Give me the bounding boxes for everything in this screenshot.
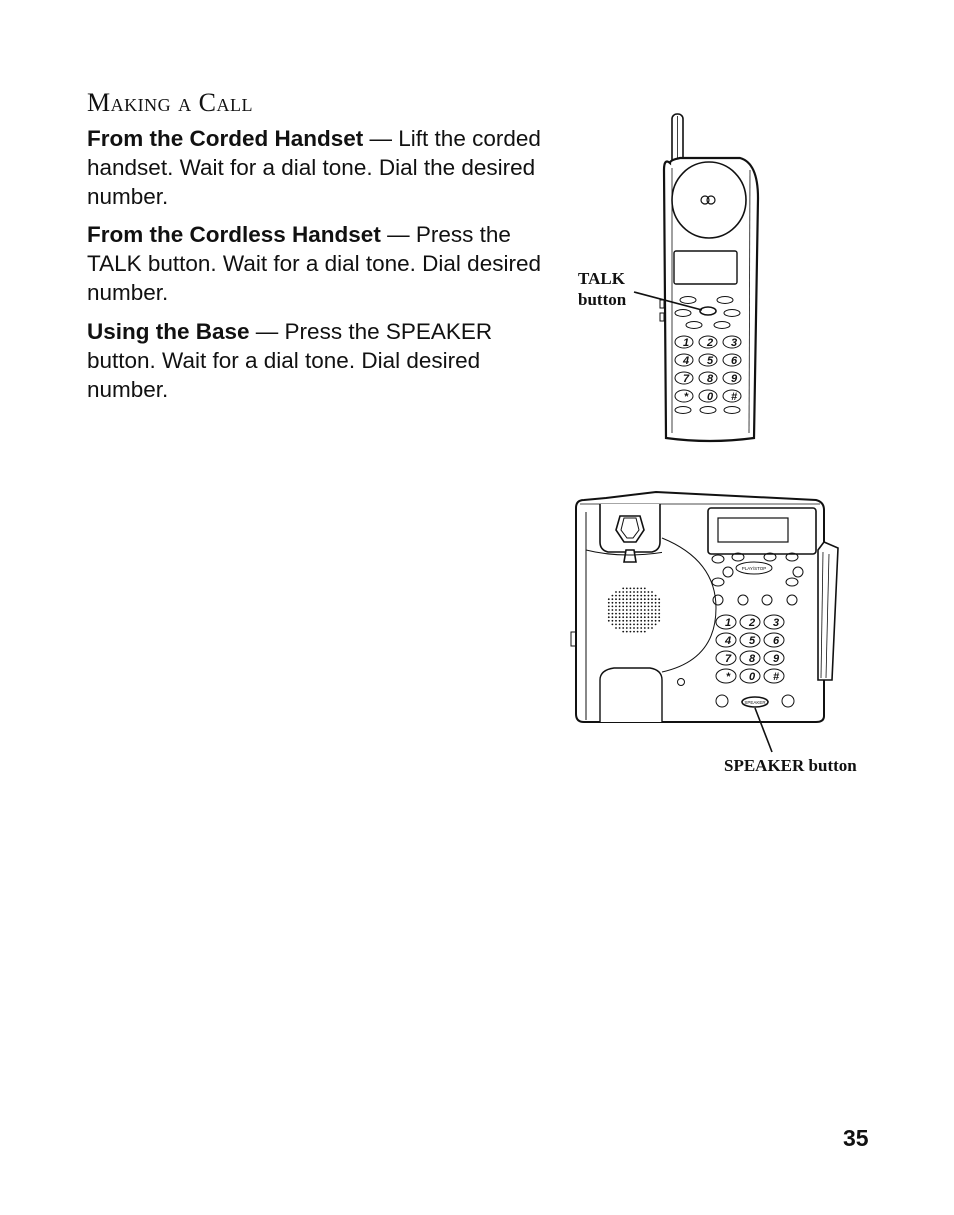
grille-hole [637, 606, 639, 608]
grille-hole [640, 598, 642, 600]
grille-hole [622, 624, 624, 626]
grille-hole [644, 627, 646, 629]
grille-hole [655, 616, 657, 618]
grille-hole [633, 631, 635, 633]
grille-hole [619, 595, 621, 597]
grille-hole [633, 609, 635, 611]
grille-hole [651, 598, 653, 600]
grille-hole [640, 627, 642, 629]
grille-hole [622, 627, 624, 629]
keypad-key-label: 0 [706, 390, 714, 403]
instruction-base [87, 317, 557, 404]
base-foot [600, 668, 662, 722]
grille-hole [658, 613, 660, 615]
grille-hole [651, 602, 653, 604]
grille-hole [648, 613, 650, 615]
grille-hole [644, 595, 646, 597]
play-stop-label: PLAY/STOP [741, 566, 767, 571]
keypad-key-label: * [725, 670, 731, 683]
grille-hole [637, 631, 639, 633]
keypad-key-label: 7 [724, 652, 732, 665]
grille-hole [626, 591, 628, 593]
grille-hole [644, 598, 646, 600]
grille-hole [648, 616, 650, 618]
grille-hole [619, 620, 621, 622]
grille-hole [651, 606, 653, 608]
grille-hole [622, 620, 624, 622]
grille-hole [630, 613, 632, 615]
grille-hole [648, 595, 650, 597]
grille-hole [626, 598, 628, 600]
handset-side-buttons [660, 300, 664, 321]
grille-hole [630, 616, 632, 618]
grille-hole [640, 624, 642, 626]
grille-hole [658, 620, 660, 622]
grille-hole [655, 606, 657, 608]
keypad-key-label: 2 [706, 336, 714, 349]
grille-hole [626, 627, 628, 629]
keypad-key-label: * [683, 390, 689, 403]
grille-hole [630, 595, 632, 597]
grille-hole [630, 631, 632, 633]
grille-hole [612, 602, 614, 604]
grille-hole [612, 613, 614, 615]
grille-hole [640, 620, 642, 622]
grille-hole [648, 609, 650, 611]
speaker-button-callout: SPEAKER button [724, 756, 857, 775]
grille-hole [608, 606, 610, 608]
grille-hole [608, 613, 610, 615]
section-heading: Making a Call [87, 88, 253, 117]
grille-hole [644, 591, 646, 593]
grille-hole [640, 595, 642, 597]
grille-hole [633, 620, 635, 622]
grille-hole [626, 613, 628, 615]
grille-hole [615, 602, 617, 604]
grille-hole [608, 609, 610, 611]
keypad-key-label: 4 [724, 634, 732, 647]
grille-hole [651, 595, 653, 597]
speaker-key-label: SPEAKER [744, 700, 766, 705]
grille-hole [644, 606, 646, 608]
talk-button-callout [578, 268, 626, 310]
base-antenna [818, 542, 838, 680]
keypad-key-label: 3 [772, 616, 780, 629]
grille-hole [630, 624, 632, 626]
keypad-key-label: 5 [706, 354, 714, 367]
grille-hole [619, 616, 621, 618]
keypad-key-label: 5 [748, 634, 756, 647]
earpiece [672, 162, 746, 238]
grille-hole [644, 620, 646, 622]
grille-hole [640, 616, 642, 618]
grille-hole [608, 598, 610, 600]
grille-hole [633, 624, 635, 626]
grille-hole [626, 602, 628, 604]
instruction-lead: From the Cordless Handset [87, 222, 381, 247]
grille-hole [637, 620, 639, 622]
grille-hole [637, 616, 639, 618]
grille-hole [651, 609, 653, 611]
grille-hole [637, 588, 639, 590]
grille-hole [633, 627, 635, 629]
grille-hole [651, 616, 653, 618]
grille-hole [626, 620, 628, 622]
grille-hole [612, 620, 614, 622]
grille-hole [655, 595, 657, 597]
grille-hole [633, 606, 635, 608]
keypad-key-label: 7 [682, 372, 690, 385]
grille-hole [630, 620, 632, 622]
keypad-key-label: 3 [730, 336, 738, 349]
grille-hole [651, 613, 653, 615]
keypad-key-label: # [772, 670, 780, 683]
grille-hole [608, 620, 610, 622]
grille-hole [615, 591, 617, 593]
grille-hole [626, 588, 628, 590]
grille-hole [655, 602, 657, 604]
grille-hole [615, 606, 617, 608]
grille-hole [633, 613, 635, 615]
grille-hole [622, 616, 624, 618]
grille-hole [626, 606, 628, 608]
grille-hole [622, 588, 624, 590]
grille-hole [640, 609, 642, 611]
grille-hole [612, 609, 614, 611]
grille-hole [655, 620, 657, 622]
grille-hole [619, 627, 621, 629]
grille-hole [612, 606, 614, 608]
grille-hole [637, 598, 639, 600]
instruction-corded-handset [87, 124, 557, 211]
grille-hole [633, 598, 635, 600]
grille-hole [633, 616, 635, 618]
grille-hole [644, 602, 646, 604]
keypad-key-label: 1 [682, 336, 690, 349]
grille-hole [630, 591, 632, 593]
grille-hole [619, 609, 621, 611]
grille-hole [633, 602, 635, 604]
grille-hole [640, 613, 642, 615]
keypad-key-label: 9 [772, 652, 780, 665]
grille-hole [637, 624, 639, 626]
grille-hole [630, 602, 632, 604]
grille-hole [619, 598, 621, 600]
grille-hole [615, 609, 617, 611]
grille-hole [615, 624, 617, 626]
grille-hole [622, 631, 624, 633]
handset-display [674, 251, 737, 284]
instruction-text: — Press the SPEAKER button. Wait for a dial tone. Dial desired number. [87, 319, 493, 402]
instruction-cordless-handset [87, 220, 557, 307]
grille-hole [637, 595, 639, 597]
grille-hole [648, 591, 650, 593]
grille-hole [622, 598, 624, 600]
grille-hole [655, 609, 657, 611]
grille-hole [658, 616, 660, 618]
page-number: 35 [843, 1125, 869, 1151]
grille-hole [637, 602, 639, 604]
grille-hole [637, 613, 639, 615]
grille-hole [640, 602, 642, 604]
instruction-text: — Press the TALK button. Wait for a dial tone. Dial desired number. [87, 222, 541, 305]
cordless-handset-illustration [650, 108, 770, 448]
instruction-lead: From the Corded Handset [87, 126, 364, 151]
grille-hole [619, 606, 621, 608]
keypad-key-label: 8 [706, 372, 714, 385]
grille-hole [626, 609, 628, 611]
grille-hole [640, 631, 642, 633]
grille-hole [622, 591, 624, 593]
grille-hole [651, 620, 653, 622]
grille-hole [637, 627, 639, 629]
grille-hole [612, 616, 614, 618]
grille-hole [648, 624, 650, 626]
grille-hole [644, 624, 646, 626]
grille-hole [622, 602, 624, 604]
grille-hole [622, 609, 624, 611]
grille-hole [612, 624, 614, 626]
grille-hole [619, 613, 621, 615]
grille-hole [615, 616, 617, 618]
grille-hole [648, 602, 650, 604]
base-unit-illustration [566, 490, 846, 750]
keypad-key-label: 8 [748, 652, 756, 665]
grille-hole [630, 588, 632, 590]
grille-hole [633, 595, 635, 597]
grille-hole [640, 591, 642, 593]
grille-hole [630, 606, 632, 608]
talk-callout-line2: button [578, 290, 627, 309]
grille-hole [608, 616, 610, 618]
keypad-key-label: 9 [730, 372, 738, 385]
keypad-key-label: 0 [748, 670, 756, 683]
grille-hole [615, 595, 617, 597]
grille-hole [644, 631, 646, 633]
grille-hole [619, 602, 621, 604]
grille-hole [633, 591, 635, 593]
grille-hole [626, 631, 628, 633]
grille-hole [648, 620, 650, 622]
grille-hole [637, 591, 639, 593]
grille-hole [619, 591, 621, 593]
grille-hole [622, 613, 624, 615]
grille-hole [648, 598, 650, 600]
talk-callout-line1: TALK [578, 269, 625, 288]
keypad-key-label: 6 [730, 354, 738, 367]
grille-hole [622, 606, 624, 608]
keypad-key-label: 1 [724, 616, 732, 629]
grille-hole [615, 598, 617, 600]
keypad-key-label: 2 [748, 616, 756, 629]
grille-hole [637, 609, 639, 611]
grille-hole [612, 595, 614, 597]
grille-hole [619, 624, 621, 626]
grille-hole [644, 616, 646, 618]
grille-hole [630, 627, 632, 629]
grille-hole [651, 624, 653, 626]
grille-hole [648, 627, 650, 629]
grille-hole [644, 588, 646, 590]
grille-hole [651, 627, 653, 629]
grille-hole [655, 613, 657, 615]
grille-hole [626, 616, 628, 618]
grille-hole [644, 609, 646, 611]
grille-hole [640, 606, 642, 608]
grille-hole [630, 609, 632, 611]
grille-hole [608, 602, 610, 604]
grille-hole [648, 606, 650, 608]
grille-hole [651, 591, 653, 593]
keypad-key-label: # [730, 390, 738, 403]
instruction-lead: Using the Base [87, 319, 250, 344]
grille-hole [630, 598, 632, 600]
grille-hole [633, 588, 635, 590]
instruction-text: — Lift the corded handset. Wait for a dial tone. Dial the desired number. [87, 126, 541, 209]
keypad-key-label: 4 [682, 354, 690, 367]
grille-hole [658, 609, 660, 611]
grille-hole [612, 598, 614, 600]
grille-hole [615, 627, 617, 629]
grille-hole [644, 613, 646, 615]
grille-hole [615, 620, 617, 622]
grille-hole [658, 598, 660, 600]
grille-hole [658, 602, 660, 604]
grille-hole [640, 588, 642, 590]
keypad-key-label: 6 [772, 634, 780, 647]
grille-hole [626, 624, 628, 626]
grille-hole [626, 595, 628, 597]
grille-hole [655, 624, 657, 626]
grille-hole [655, 598, 657, 600]
grille-hole [615, 613, 617, 615]
grille-hole [658, 606, 660, 608]
grille-hole [622, 595, 624, 597]
